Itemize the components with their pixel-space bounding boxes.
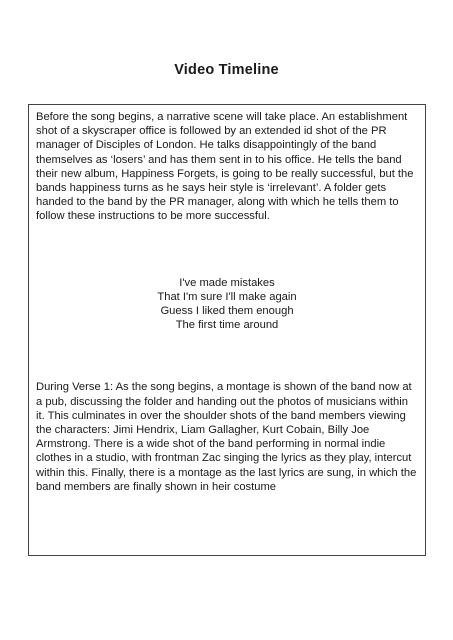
timeline-text-box	[28, 104, 426, 556]
intro-paragraph: Before the song begins, a narrative scene will take place. An establishment shot of a skyscraper office is followed by an extended id shot of the PR manager of Disciples of London. He talks disappointingly of the band themselves as ‘losers’ and has them sent in to his office. He tells the band their new album, Happiness Forgets, is going to be really successful, but the bands happiness turns as he says heir style is ‘irrelevant’. A folder gets handed to the band by the PR manager, along with which he tells them to follow these instructions to be more successful.	[36, 111, 414, 223]
lyric-line: Guess I liked them enough	[160, 305, 294, 318]
lyric-line: I've made mistakes	[179, 276, 275, 289]
lyrics-block	[36, 276, 418, 333]
lyric-line: That I'm sure I'll make again	[157, 290, 297, 303]
page-title: Video Timeline	[174, 62, 279, 78]
lyric-line: The first time around	[175, 319, 279, 332]
verse-paragraph: During Verse 1: As the song begins, a montage is shown of the band now at a pub, discussing the folder and handing out the photos of musicians within it. This culminates in over the shoulder shots of the band members viewing the characters: Jimi Hendrix, Liam Gallagher, Kurt Cobain, Billy Joe Armstrong. There is a wide shot of the band performing in normal indie clothes in a studio, with frontman Zac singing the lyrics as they play, intercut within this. Finally, there is a montage as the last lyrics are sung, in which the band members are finally shown in heir costume	[36, 381, 417, 493]
